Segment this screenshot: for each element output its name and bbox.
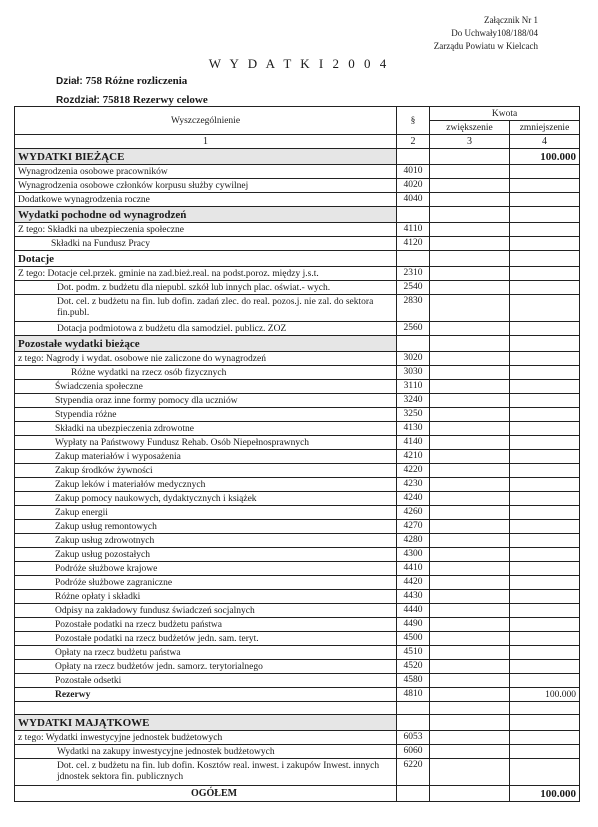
row-increase	[430, 590, 510, 604]
row-paragraph: 4220	[397, 464, 430, 478]
row-name: WYDATKI MAJĄTKOWE	[15, 715, 397, 731]
row-decrease	[510, 646, 580, 660]
row-name: Odpisy na zakładowy fundusz świadczeń socjalnych	[15, 604, 397, 618]
row-decrease: 100.000	[510, 688, 580, 702]
row-name: Zakup materiałów i wyposażenia	[15, 450, 397, 464]
table-row	[15, 352, 580, 366]
row-paragraph: 4010	[397, 165, 430, 179]
row-name: Pozostałe podatki na rzecz budżetów jedn. sam. teryt.	[15, 632, 397, 646]
header-increase: zwiększenie	[430, 121, 510, 135]
row-increase	[430, 322, 510, 336]
row-increase	[430, 193, 510, 207]
row-decrease	[510, 506, 580, 520]
row-name: Zakup pomocy naukowych, dydaktycznych i książek	[15, 492, 397, 506]
table-row	[15, 450, 580, 464]
row-name: Składki na ubezpieczenia zdrowotne	[15, 422, 397, 436]
row-decrease	[510, 660, 580, 674]
header-paragraph: §	[397, 107, 430, 135]
section-row	[15, 715, 580, 731]
attachment-line-1: Załącznik Nr 1	[484, 15, 538, 25]
row-decrease	[510, 394, 580, 408]
row-increase	[430, 506, 510, 520]
row-paragraph: 4270	[397, 520, 430, 534]
table-row	[15, 506, 580, 520]
row-decrease	[510, 408, 580, 422]
row-increase	[430, 492, 510, 506]
row-name: Zakup usług pozostałych	[15, 548, 397, 562]
row-increase	[430, 632, 510, 646]
row-name: Dodatkowe wynagrodzenia roczne	[15, 193, 397, 207]
row-name: Zakup energii	[15, 506, 397, 520]
row-paragraph: 4020	[397, 179, 430, 193]
row-increase	[430, 745, 510, 759]
row-paragraph	[397, 207, 430, 223]
row-name: Zakup środków żywności	[15, 464, 397, 478]
row-name: Świadczenia społeczne	[15, 380, 397, 394]
row-paragraph: 2560	[397, 322, 430, 336]
row-decrease	[510, 534, 580, 548]
row-decrease	[510, 223, 580, 237]
row-paragraph: 3240	[397, 394, 430, 408]
row-increase	[430, 436, 510, 450]
row-decrease	[510, 366, 580, 380]
row-decrease	[510, 759, 580, 786]
row-name: Dotacje	[15, 251, 397, 267]
row-name: Z tego: Dotacje cel.przek. gminie na zad.bież.real. na podst.poroz. między j.s.t.	[15, 267, 397, 281]
table-row	[15, 478, 580, 492]
row-increase	[430, 295, 510, 322]
section-row	[15, 149, 580, 165]
row-paragraph: 4410	[397, 562, 430, 576]
table-row	[15, 646, 580, 660]
row-name: Stypendia oraz inne formy pomocy dla uczniów	[15, 394, 397, 408]
rozdzial-line	[56, 94, 208, 106]
row-decrease	[510, 295, 580, 322]
row-name: Różne wydatki na rzecz osób fizycznych	[15, 366, 397, 380]
table-row	[15, 380, 580, 394]
header-amount: Kwota	[430, 107, 580, 121]
spacer-cell	[510, 702, 580, 715]
row-name: Opłaty na rzecz budżetu państwa	[15, 646, 397, 660]
row-paragraph: 4500	[397, 632, 430, 646]
row-paragraph: 4520	[397, 660, 430, 674]
table-row	[15, 436, 580, 450]
row-paragraph: 4260	[397, 506, 430, 520]
row-decrease	[510, 492, 580, 506]
table-row	[15, 590, 580, 604]
header-num-4: 4	[510, 135, 580, 149]
row-paragraph: 4510	[397, 646, 430, 660]
row-paragraph: 4240	[397, 492, 430, 506]
table-row	[15, 281, 580, 295]
row-paragraph: 4040	[397, 193, 430, 207]
row-decrease	[510, 618, 580, 632]
row-paragraph: 3020	[397, 352, 430, 366]
row-paragraph: 4130	[397, 422, 430, 436]
row-paragraph	[397, 786, 430, 802]
header-num-3: 3	[430, 135, 510, 149]
table-row	[15, 618, 580, 632]
attachment-line-3: Zarządu Powiatu w Kielcach	[433, 41, 538, 51]
table-header	[15, 107, 580, 149]
row-increase	[430, 422, 510, 436]
header-name: Wyszczególnienie	[15, 107, 397, 135]
table-row	[15, 408, 580, 422]
row-decrease	[510, 237, 580, 251]
row-increase	[430, 394, 510, 408]
row-increase	[430, 786, 510, 802]
row-increase	[430, 688, 510, 702]
row-decrease	[510, 380, 580, 394]
table-row	[15, 394, 580, 408]
row-increase	[430, 520, 510, 534]
spacer-cell	[430, 702, 510, 715]
row-name: Wypłaty na Państwowy Fundusz Rehab. Osób Niepełnosprawnych	[15, 436, 397, 450]
row-increase	[430, 464, 510, 478]
row-name: Rezerwy	[15, 688, 397, 702]
row-increase	[430, 251, 510, 267]
row-name: Różne opłaty i składki	[15, 590, 397, 604]
row-decrease	[510, 548, 580, 562]
table-row	[15, 237, 580, 251]
rozdzial-value: 75818 Rezerwy celowe	[102, 94, 208, 106]
table-row	[15, 674, 580, 688]
row-decrease	[510, 179, 580, 193]
row-name: Zakup leków i materiałów medycznych	[15, 478, 397, 492]
row-decrease	[510, 590, 580, 604]
row-increase	[430, 165, 510, 179]
row-name: Pozostałe odsetki	[15, 674, 397, 688]
row-name: Dotacja podmiotowa z budżetu dla samodziel. publicz. ZOZ	[15, 322, 397, 336]
row-paragraph: 2830	[397, 295, 430, 322]
row-decrease	[510, 281, 580, 295]
row-decrease	[510, 576, 580, 590]
row-name: Z tego: Składki na ubezpieczenia społeczne	[15, 223, 397, 237]
row-name: Zakup usług zdrowotnych	[15, 534, 397, 548]
row-name: Dot. cel. z budżetu na fin. lub dofin. Kosztów real. inwest. i zakupów Inwest. innych jdnostek sektora fin. publicznych	[15, 759, 397, 786]
row-name: Stypendia różne	[15, 408, 397, 422]
row-decrease	[510, 745, 580, 759]
dzial-line	[56, 75, 187, 87]
row-name: Podróże służbowe krajowe	[15, 562, 397, 576]
row-paragraph: 4140	[397, 436, 430, 450]
row-name: Dot. cel. z budżetu na fin. lub dofin. zadań zlec. do real. pozos.j. nie zal. do sektora fin.publ.	[15, 295, 397, 322]
header-num-2: 2	[397, 135, 430, 149]
row-decrease	[510, 450, 580, 464]
table-row	[15, 604, 580, 618]
table-row	[15, 267, 580, 281]
header-decrease: zmniejszenie	[510, 121, 580, 135]
expenses-table	[14, 106, 580, 802]
table-row	[15, 422, 580, 436]
row-decrease	[510, 520, 580, 534]
row-paragraph	[397, 336, 430, 352]
table-row	[15, 731, 580, 745]
row-decrease	[510, 322, 580, 336]
row-decrease	[510, 604, 580, 618]
row-increase	[430, 715, 510, 731]
dzial-value: 758 Różne rozliczenia	[85, 75, 188, 87]
row-increase	[430, 179, 510, 193]
row-name: Dot. podm. z budżetu dla niepubl. szkół lub innych plac. oświat.- wych.	[15, 281, 397, 295]
spacer-row	[15, 702, 580, 715]
row-decrease	[510, 464, 580, 478]
row-name: OGÓŁEM	[15, 786, 397, 802]
table-row	[15, 165, 580, 179]
row-name: Wynagrodzenia osobowe członków korpusu służby cywilnej	[15, 179, 397, 193]
spacer-cell	[397, 702, 430, 715]
row-decrease	[510, 336, 580, 352]
attachment-line-2: Do Uchwały108/188/04	[451, 28, 538, 38]
row-increase	[430, 366, 510, 380]
row-name: z tego: Nagrody i wydat. osobowe nie zaliczone do wynagrodzeń	[15, 352, 397, 366]
row-paragraph: 2540	[397, 281, 430, 295]
row-increase	[430, 336, 510, 352]
row-decrease: 100.000	[510, 786, 580, 802]
row-decrease	[510, 352, 580, 366]
row-decrease	[510, 251, 580, 267]
row-paragraph: 4430	[397, 590, 430, 604]
table-row	[15, 576, 580, 590]
section-row	[15, 251, 580, 267]
attachment-note	[434, 14, 538, 53]
table-row	[15, 179, 580, 193]
row-paragraph	[397, 715, 430, 731]
table-row	[15, 464, 580, 478]
row-decrease	[510, 193, 580, 207]
row-increase	[430, 731, 510, 745]
row-paragraph: 4580	[397, 674, 430, 688]
section-row	[15, 336, 580, 352]
row-decrease	[510, 267, 580, 281]
row-paragraph: 4120	[397, 237, 430, 251]
row-name: Zakup usług remontowych	[15, 520, 397, 534]
row-increase	[430, 674, 510, 688]
row-increase	[430, 548, 510, 562]
row-paragraph: 4210	[397, 450, 430, 464]
row-decrease	[510, 436, 580, 450]
row-increase	[430, 149, 510, 165]
row-increase	[430, 646, 510, 660]
row-paragraph: 4420	[397, 576, 430, 590]
row-decrease	[510, 207, 580, 223]
row-decrease	[510, 715, 580, 731]
rozdzial-label: Rozdział:	[56, 95, 100, 106]
row-paragraph	[397, 149, 430, 165]
row-paragraph: 6060	[397, 745, 430, 759]
row-increase	[430, 380, 510, 394]
row-paragraph: 2310	[397, 267, 430, 281]
row-decrease: 100.000	[510, 149, 580, 165]
row-paragraph: 4110	[397, 223, 430, 237]
row-paragraph: 4490	[397, 618, 430, 632]
dzial-label: Dział:	[56, 76, 83, 87]
row-name: z tego: Wydatki inwestycyjne jednostek budżetowych	[15, 731, 397, 745]
row-name: Wydatki pochodne od wynagrodzeń	[15, 207, 397, 223]
row-name: WYDATKI BIEŻĄCE	[15, 149, 397, 165]
table-row	[15, 295, 580, 322]
row-paragraph: 4810	[397, 688, 430, 702]
table-row	[15, 548, 580, 562]
row-paragraph: 4300	[397, 548, 430, 562]
row-decrease	[510, 632, 580, 646]
row-paragraph: 6220	[397, 759, 430, 786]
spacer-cell	[15, 702, 397, 715]
row-name: Pozostałe podatki na rzecz budżetu państwa	[15, 618, 397, 632]
table-row	[15, 660, 580, 674]
page-title: W Y D A T K I 2 0 0 4	[208, 56, 390, 71]
table-row	[15, 534, 580, 548]
row-increase	[430, 207, 510, 223]
row-decrease	[510, 674, 580, 688]
table-body	[15, 149, 580, 802]
row-increase	[430, 408, 510, 422]
table-row	[15, 745, 580, 759]
total-row	[15, 786, 580, 802]
row-increase	[430, 267, 510, 281]
row-increase	[430, 604, 510, 618]
row-decrease	[510, 731, 580, 745]
row-paragraph: 4230	[397, 478, 430, 492]
row-paragraph: 6053	[397, 731, 430, 745]
table-row	[15, 688, 580, 702]
row-increase	[430, 618, 510, 632]
row-increase	[430, 576, 510, 590]
row-increase	[430, 223, 510, 237]
header-num-1: 1	[15, 135, 397, 149]
row-increase	[430, 478, 510, 492]
row-name: Składki na Fundusz Pracy	[15, 237, 397, 251]
table-row	[15, 366, 580, 380]
row-name: Wynagrodzenia osobowe pracowników	[15, 165, 397, 179]
row-increase	[430, 562, 510, 576]
row-paragraph: 3110	[397, 380, 430, 394]
table-row	[15, 520, 580, 534]
table-row	[15, 632, 580, 646]
row-name: Wydatki na zakupy inwestycyjne jednostek budżetowych	[15, 745, 397, 759]
row-name: Opłaty na rzecz budżetów jedn. samorz. terytorialnego	[15, 660, 397, 674]
section-row	[15, 207, 580, 223]
table-row	[15, 759, 580, 786]
row-paragraph: 4440	[397, 604, 430, 618]
row-decrease	[510, 478, 580, 492]
table-row	[15, 492, 580, 506]
row-increase	[430, 534, 510, 548]
row-paragraph: 3250	[397, 408, 430, 422]
row-decrease	[510, 562, 580, 576]
table-row	[15, 322, 580, 336]
row-increase	[430, 237, 510, 251]
row-increase	[430, 450, 510, 464]
row-decrease	[510, 422, 580, 436]
row-paragraph	[397, 251, 430, 267]
row-increase	[430, 352, 510, 366]
row-increase	[430, 281, 510, 295]
row-paragraph: 3030	[397, 366, 430, 380]
row-decrease	[510, 165, 580, 179]
row-name: Podróże służbowe zagraniczne	[15, 576, 397, 590]
row-increase	[430, 759, 510, 786]
row-paragraph: 4280	[397, 534, 430, 548]
row-name: Pozostałe wydatki bieżące	[15, 336, 397, 352]
row-increase	[430, 660, 510, 674]
table-row	[15, 223, 580, 237]
table-row	[15, 193, 580, 207]
table-row	[15, 562, 580, 576]
